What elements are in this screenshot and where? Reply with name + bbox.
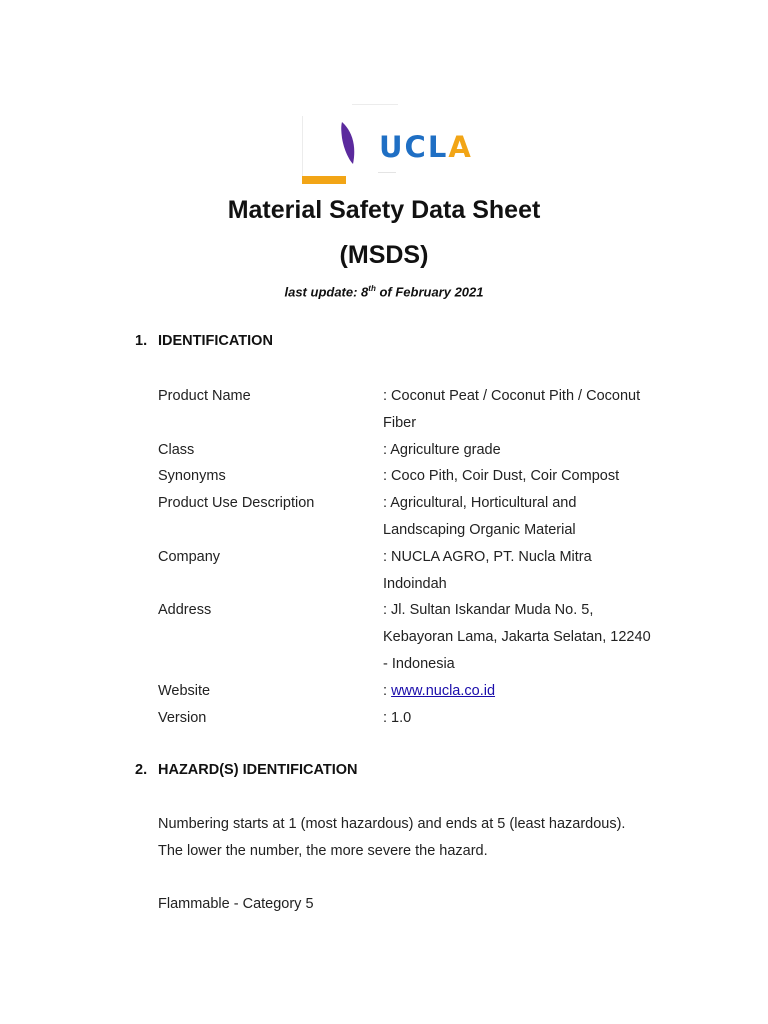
row-value: : NUCLA AGRO, PT. Nucla Mitra Indoindah (383, 548, 592, 592)
logo-wordmark (379, 131, 473, 163)
identification-row (158, 678, 678, 705)
hazard-description (158, 811, 678, 865)
logo-frame-line (352, 104, 398, 105)
row-value: : Agricultural, Horticultural and Landscaping Organic Material (383, 495, 577, 538)
row-label: Product Name (158, 388, 251, 404)
company-logo (300, 102, 472, 186)
hazard-flammable: Flammable - Category 5 (158, 896, 314, 912)
row-label: Company (158, 548, 221, 565)
section-title: IDENTIFICATION (158, 333, 273, 349)
row-label: Product Use Description (158, 495, 315, 512)
last-update-suffix: of February 2021 (375, 284, 484, 300)
document-subtitle: (MSDS) (339, 241, 429, 269)
row-label: Address (158, 602, 212, 619)
row-value: : Jl. Sultan Iskandar Muda No. 5, Kebayoran Lama, Jakarta Selatan, 12240 - Indonesia (383, 602, 651, 672)
row-value: : Coco Pith, Coir Dust, Coir Compost (383, 468, 620, 485)
hazard-description-line: The lower the number, the more severe the hazard. (158, 843, 488, 859)
section-number: 2. (135, 762, 148, 778)
last-update-ordinal: th (368, 284, 376, 293)
identification-row (158, 597, 678, 677)
identification-row (158, 705, 678, 732)
logo-wordmark-accent: A (448, 130, 473, 164)
row-value: : Coconut Peat / Coconut Pith / Coconut Fiber (383, 388, 641, 431)
section-title: HAZARD(S) IDENTIFICATION (158, 762, 358, 778)
logo-frame-line (302, 116, 303, 178)
row-label: Website (158, 682, 211, 699)
logo-wordmark-main: UCL (379, 130, 449, 164)
website-link[interactable]: www.nucla.co.id (391, 682, 496, 699)
logo-orange-bar (302, 176, 346, 184)
hazard-description-line: Numbering starts at 1 (most hazardous) and ends at 5 (least hazardous). (158, 816, 626, 832)
identification-row (158, 383, 678, 437)
identification-table (158, 383, 678, 731)
identification-row (158, 463, 678, 490)
document-title: Material Safety Data Sheet (227, 196, 541, 224)
section-hazard-heading (135, 762, 358, 778)
row-value: : Agriculture grade (383, 441, 501, 458)
row-label: Class (158, 441, 195, 458)
identification-row (158, 544, 678, 598)
row-value: : 1.0 (383, 709, 412, 726)
section-number: 1. (135, 333, 148, 349)
identification-row (158, 490, 678, 544)
logo-leaf-icon (338, 120, 358, 168)
row-value-prefix: : (383, 682, 392, 699)
row-label: Synonyms (158, 468, 226, 485)
row-label: Version (158, 709, 207, 726)
last-update-prefix: last update: 8 (284, 284, 369, 300)
section-identification-heading (135, 333, 273, 349)
logo-frame-line (378, 172, 396, 173)
row-value (383, 678, 658, 705)
identification-row (158, 437, 678, 464)
last-update (0, 284, 768, 299)
